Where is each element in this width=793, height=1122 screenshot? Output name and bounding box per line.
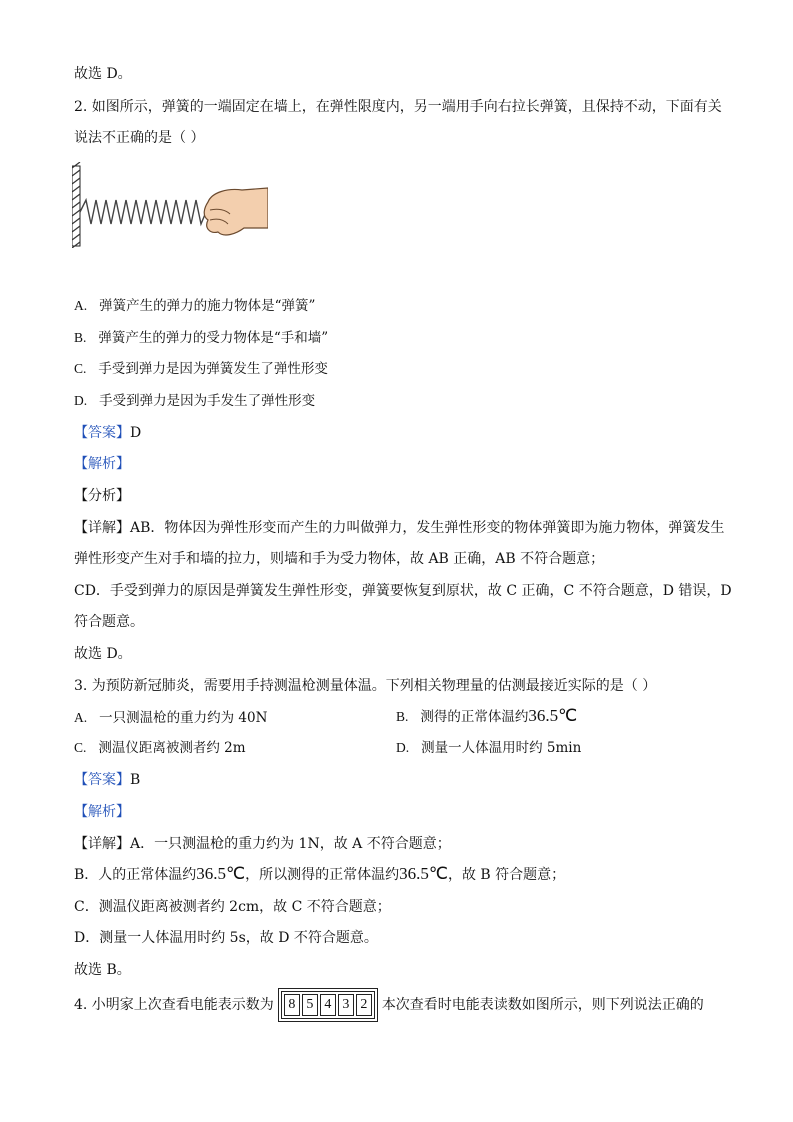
q2-conclusion: 故选 D。 <box>74 646 132 662</box>
q3-detail-d: D．测量一人体温用时约 5s，故 D 不符合题意。 <box>74 930 378 946</box>
q3-detail-c: C．测温仪距离被测者约 2cm，故 C 不符合题意； <box>74 899 391 915</box>
q2-option-d: D. 手受到弹力是因为手发生了弹性形变 <box>74 393 316 409</box>
q3-detail-a: 【详解】A．一只测温枪的重力约为 1N，故 A 不符合题意； <box>74 836 451 852</box>
q2-stem-line1: 2. 如图所示，弹簧的一端固定在墙上，在弹性限度内，另一端用手向右拉长弹簧，且保持不动，下面有关 <box>74 99 722 115</box>
q3-detail-b: B．人的正常体温约36.5℃，所以测得的正常体温约36.5℃，故 B 符合题意； <box>74 864 566 883</box>
q2-option-c: C. 手受到弹力是因为弹簧发生了弹性形变 <box>74 361 328 377</box>
spring-hand-figure <box>72 162 268 248</box>
electric-meter-reading <box>278 988 378 1022</box>
q3-option-b: B. 测得的正常体温约36.5℃ <box>396 706 578 725</box>
q2-analysis-tag: 【解析】 <box>74 456 130 472</box>
q3-stem: 3. 为预防新冠肺炎，需要用手持测温枪测量体温。下列相关物理量的估测最接近实际的是（ ） <box>74 678 657 694</box>
prev-conclusion: 故选 D。 <box>74 66 132 82</box>
q2-detail-3: CD．手受到弹力的原因是弹簧发生弹性形变，弹簧要恢复到原状，故 C 正确，C 不符合题意，D 错误，D <box>74 583 732 599</box>
q2-detail-4: 符合题意。 <box>74 614 144 630</box>
q3-option-d: D. 测量一人体温用时约 5min <box>396 740 582 756</box>
meter-digit: 4 <box>320 994 336 1016</box>
q2-option-b: B. 弹簧产生的弹力的受力物体是“手和墙” <box>74 330 329 346</box>
q4-stem: 4. 小明家上次查看电能表示数为 8 5 4 3 2 本次查看时电能表读数如图所示，则下列说法正确的 <box>74 988 704 1022</box>
q2-stem-line2: 说法不正确的是（ ） <box>74 130 205 146</box>
q2-answer: 【答案】D <box>74 425 142 441</box>
q2-detail-2: 弹性形变产生对手和墙的拉力，则墙和手为受力物体，故 AB 正确，AB 不符合题意； <box>74 551 605 567</box>
q3-answer: 【答案】B <box>74 772 141 788</box>
q3-conclusion: 故选 B。 <box>74 962 131 978</box>
q3-option-c: C. 测温仪距离被测者约 2m <box>74 740 246 756</box>
meter-digit: 5 <box>302 994 318 1016</box>
q3-analysis-tag: 【解析】 <box>74 804 130 820</box>
q2-fenxi-tag: 【分析】 <box>74 488 130 504</box>
meter-digit: 8 <box>284 994 300 1016</box>
meter-digit: 3 <box>338 994 354 1016</box>
q2-detail-1: 【详解】AB．物体因为弹性形变而产生的力叫做弹力，发生弹性形变的物体弹簧即为施力物体，弹簧发生 <box>74 520 725 536</box>
q3-option-a: A. 一只测温枪的重力约为 40N <box>74 710 268 726</box>
q2-option-a: A. 弹簧产生的弹力的施力物体是“弹簧” <box>74 298 316 314</box>
meter-digit-decimal: 2 <box>356 994 372 1016</box>
